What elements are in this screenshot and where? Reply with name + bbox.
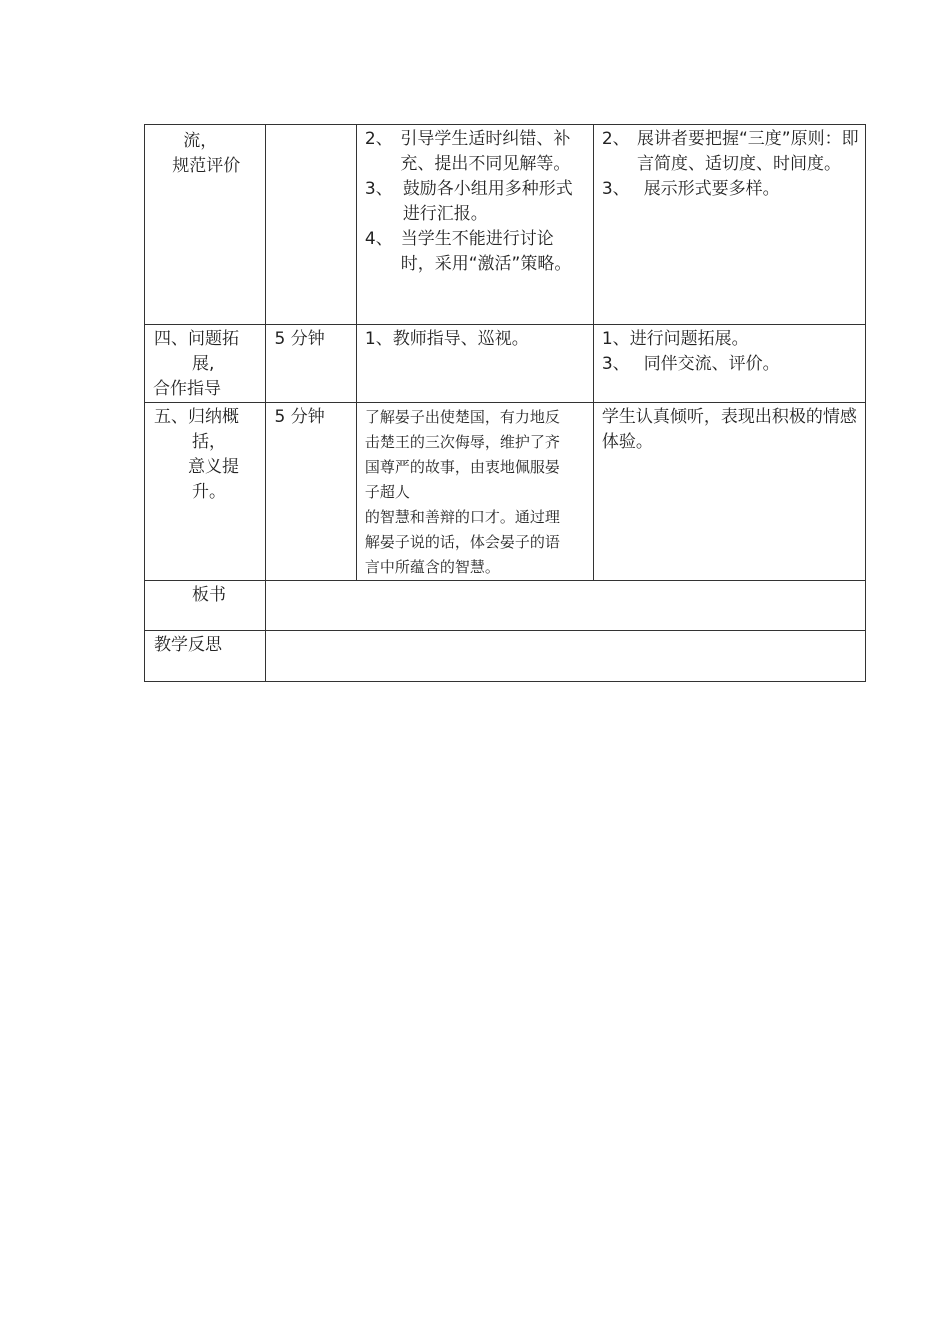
- reflection-label-cell: [145, 631, 266, 682]
- item-number: 3、: [601, 354, 630, 374]
- table-row: [145, 581, 866, 631]
- stage-line: 流，: [183, 131, 218, 151]
- item-text: 引导学生适时纠错、补充、提出不同见解等。: [400, 129, 571, 174]
- text-line: 的智慧和善辩的口才。通过理: [364, 508, 560, 526]
- time-value: 5 分钟: [274, 329, 325, 349]
- board-content-cell: [265, 581, 866, 631]
- stage-line: 升。: [192, 482, 226, 502]
- item-number: 2、: [601, 129, 630, 149]
- stage-cell: [145, 403, 266, 581]
- time-value: 5 分钟: [274, 407, 325, 427]
- lesson-plan-table: [144, 124, 866, 682]
- board-label: 板书: [192, 585, 226, 605]
- text-line: 言中所蕴含的智慧。: [364, 558, 500, 576]
- item-text: 当学生不能进行讨论时，采用“激活”策略。: [400, 229, 572, 274]
- table-row: [145, 403, 866, 581]
- item-text: 进行问题拓展。: [629, 329, 749, 349]
- list-item: [602, 177, 859, 202]
- stage-line: 括，: [192, 432, 226, 452]
- list-item: [602, 352, 859, 377]
- student-activity-text: 学生认真倾听，表现出积极的情感体验。: [601, 407, 857, 452]
- list-item: [602, 327, 859, 352]
- text-line: 国尊严的故事，由衷地佩服晏: [364, 458, 560, 476]
- item-number: 4、: [364, 229, 393, 249]
- table-row: [145, 325, 866, 403]
- item-number: 3、: [601, 179, 630, 199]
- item-text: 同伴交流、评价。: [643, 354, 780, 374]
- stage-line: 合作指导: [153, 379, 221, 399]
- item-number: 3、: [364, 179, 393, 199]
- text-line: 解晏子说的话，体会晏子的语: [364, 533, 560, 551]
- item-text: 鼓励各小组用多种形式进行汇报。: [402, 179, 573, 224]
- time-value: [266, 125, 356, 127]
- text-line: 了解晏子出使楚国，有力地反: [364, 408, 560, 426]
- teacher-activity-cell: [356, 125, 593, 325]
- stage-line: 展,: [192, 354, 215, 374]
- list-item: [602, 127, 859, 177]
- stage-line: 意义提: [188, 457, 239, 477]
- text-line: 子超人: [364, 483, 410, 501]
- item-number: 1、: [364, 329, 393, 349]
- stage-line: 五、归纳概: [154, 407, 239, 427]
- stage-cell: [145, 125, 266, 325]
- list-item: [365, 177, 587, 227]
- student-activity-cell: [593, 403, 865, 581]
- list-item: [365, 327, 587, 352]
- item-number: 2、: [364, 129, 393, 149]
- list-item: [365, 227, 587, 277]
- item-text: 展讲者要把握“三度”原则：即言简度、适切度、时间度。: [636, 129, 859, 174]
- student-activity-cell: [593, 125, 865, 325]
- table-row: [145, 125, 866, 325]
- stage-line: 规范评价: [172, 156, 241, 176]
- table-row: [145, 631, 866, 682]
- text-line: 击楚王的三次侮辱，维护了齐: [364, 433, 560, 451]
- stage-line: 四、问题拓: [154, 329, 239, 349]
- item-number: 1、: [601, 329, 630, 349]
- board-label-cell: [145, 581, 266, 631]
- item-text: 教师指导、巡视。: [392, 329, 529, 349]
- teacher-activity-cell: [356, 403, 593, 581]
- reflection-label: 教学反思: [154, 635, 222, 655]
- student-activity-cell: [593, 325, 865, 403]
- item-text: 展示形式要多样。: [643, 179, 780, 199]
- time-cell: [265, 325, 356, 403]
- reflection-content-cell: [265, 631, 866, 682]
- time-cell: [265, 125, 356, 325]
- teacher-activity-cell: [356, 325, 593, 403]
- stage-cell: [145, 325, 266, 403]
- time-cell: [265, 403, 356, 581]
- list-item: [365, 127, 587, 177]
